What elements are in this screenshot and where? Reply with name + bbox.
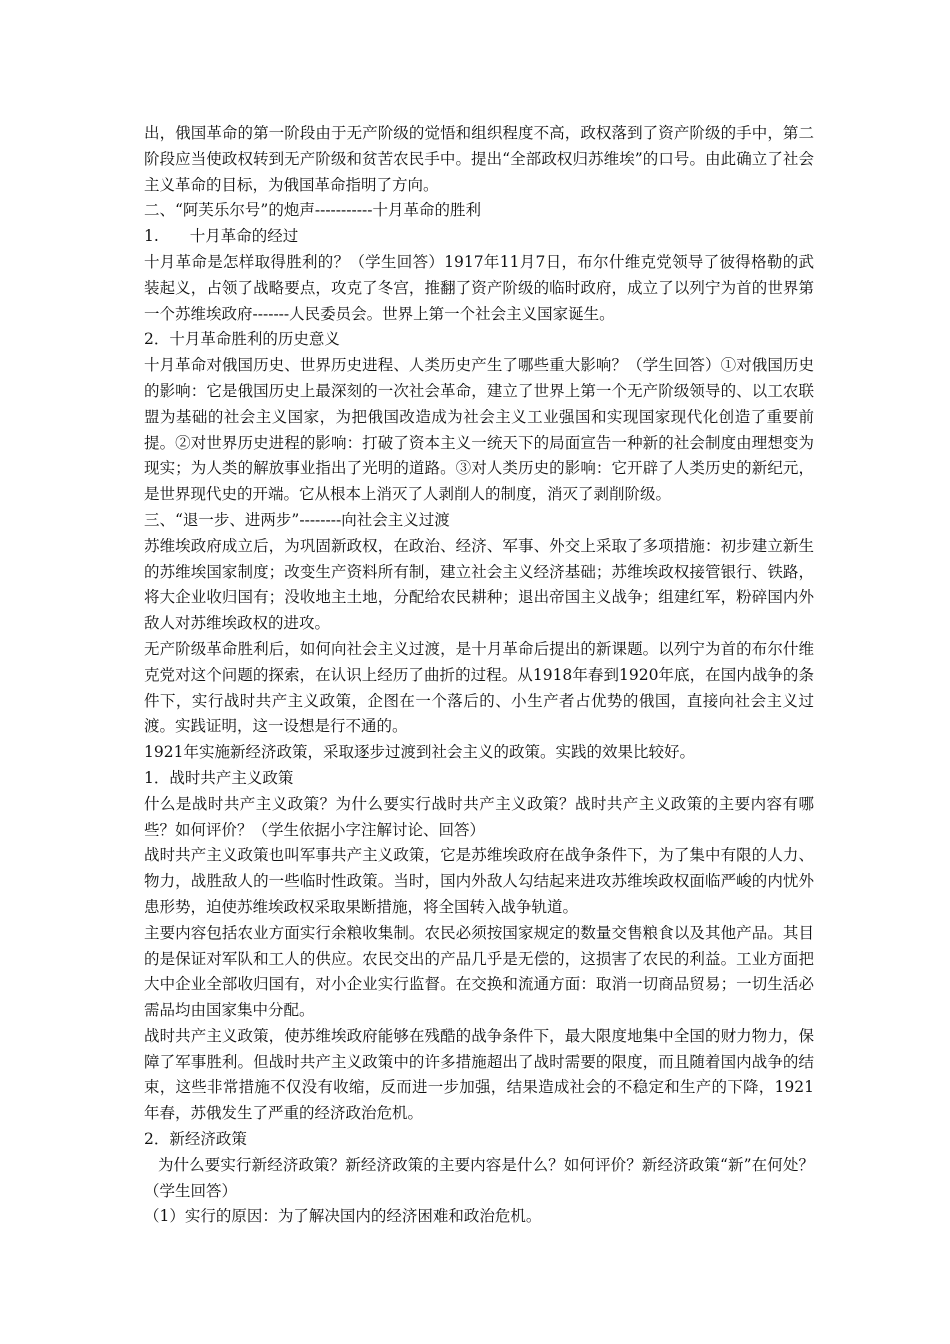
paragraph-transition-exploration: 无产阶级革命胜利后，如何向社会主义过渡，是十月革命后提出的新课题。以列宁为首的布尔什维克党对这个问题的探索，在认识上经历了曲折的过程。从1918年春到1920年底，在国内战争的条件下，实行战时共产主义政策，企图在一个落后的、小生产者占优势的俄国，直接向社会主义过渡。实践证明，这一设想是行不通的。: [144, 639, 814, 736]
document-body: [144, 121, 814, 1230]
paragraph-war-communism-definition: 战时共产主义政策也叫军事共产主义政策，它是苏维埃政府在战争条件下，为了集中有限的人力、物力，战胜敌人的一些临时性政策。当时，国内外敌人勾结起来进攻苏维埃政权面临严峻的内忧外患形势，迫使苏维埃政权采取果断措施，将全国转入战争轨道。: [144, 846, 814, 916]
section-heading-transition: 三、“退一步、进两步”--------向社会主义过渡: [144, 510, 450, 529]
paragraph-nep-reason: （1）实行的原因：为了解决国内的经济困难和政治危机。: [144, 1207, 542, 1226]
paragraph-revolution-goal: 出，俄国革命的第一阶段由于无产阶级的觉悟和组织程度不高，政权落到了资产阶级的手中，第二阶段应当使政权转到无产阶级和贫苦农民手中。提出“全部政权归苏维埃”的口号。由此确立了社会主义革命的目标，为俄国革命指明了方向。: [144, 124, 814, 194]
subheading-nep: 2．新经济政策: [144, 1130, 247, 1149]
section-heading-aurora: 二、“阿芙乐尔号”的炮声-----------十月革命的胜利: [144, 201, 481, 220]
subheading-october-process: 1. 十月革命的经过: [144, 227, 299, 246]
paragraph-october-significance: 十月革命对俄国历史、世界历史进程、人类历史产生了哪些重大影响？（学生回答）①对俄国历史的影响：它是俄国历史上最深刻的一次社会革命，建立了世界上第一个无产阶级领导的、以工农联盟为基础的社会主义国家，为把俄国改造成为社会主义工业强国和实现国家现代化创造了重要前提。②对世界历史进程的影响：打破了资本主义一统天下的局面宣告一种新的社会制度由理想变为现实；为人类的解放事业指出了光明的道路。③对人类历史的影响：它开辟了人类历史的新纪元，是世界现代史的开端。它从根本上消灭了人剥削人的制度，消灭了剥削阶级。: [144, 356, 814, 504]
paragraph-october-process: 十月革命是怎样取得胜利的？（学生回答）1917年11月7日，布尔什维克党领导了彼得格勒的武装起义，占领了战略要点，攻克了冬宫，推翻了资产阶级的临时政府，成立了以列宁为首的世界第一个苏维埃政府-------人民委员会。世界上第一个社会主义国家诞生。: [144, 252, 814, 323]
paragraph-war-communism-questions: 什么是战时共产主义政策？为什么要实行战时共产主义政策？战时共产主义政策的主要内容有哪些？如何评价？（学生依据小字注解讨论、回答）: [144, 794, 814, 839]
paragraph-war-communism-evaluation: 战时共产主义政策，使苏维埃政府能够在残酷的战争条件下，最大限度地集中全国的财力物力，保障了军事胜利。但战时共产主义政策中的许多措施超出了战时需要的限度，而且随着国内战争的结束，这些非常措施不仅没有收缩，反而进一步加强，结果造成社会的不稳定和生产的下降，1921年春，苏俄发生了严重的经济政治危机。: [144, 1026, 814, 1123]
paragraph-nep-1921: 1921年实施新经济政策，采取逐步过渡到社会主义的政策。实践的效果比较好。: [144, 743, 695, 762]
paragraph-soviet-measures: 苏维埃政府成立后，为巩固新政权，在政治、经济、军事、外交上采取了多项措施：初步建立新生的苏维埃国家制度；改变生产资料所有制，建立社会主义经济基础；苏维埃政权接管银行、铁路，将大企业收归国有；没收地主土地，分配给农民耕种；退出帝国主义战争；组建红军，粉碎国内外敌人对苏维埃政权的进攻。: [144, 536, 814, 633]
subheading-october-significance: 2．十月革命胜利的历史意义: [144, 330, 340, 349]
paragraph-war-communism-content: 主要内容包括农业方面实行余粮收集制。农民必须按国家规定的数量交售粮食以及其他产品。其目的是保证对军队和工人的供应。农民交出的产品几乎是无偿的，这损害了农民的利益。工业方面把大中企业全部收归国有，对小企业实行监督。在交换和流通方面：取消一切商品贸易；一切生活必需品均由国家集中分配。: [144, 923, 814, 1020]
subheading-war-communism: 1．战时共产主义政策: [144, 768, 294, 787]
paragraph-nep-questions: 为什么要实行新经济政策？新经济政策的主要内容是什么？如何评价？新经济政策“新”在何处？（学生回答）: [144, 1155, 814, 1200]
